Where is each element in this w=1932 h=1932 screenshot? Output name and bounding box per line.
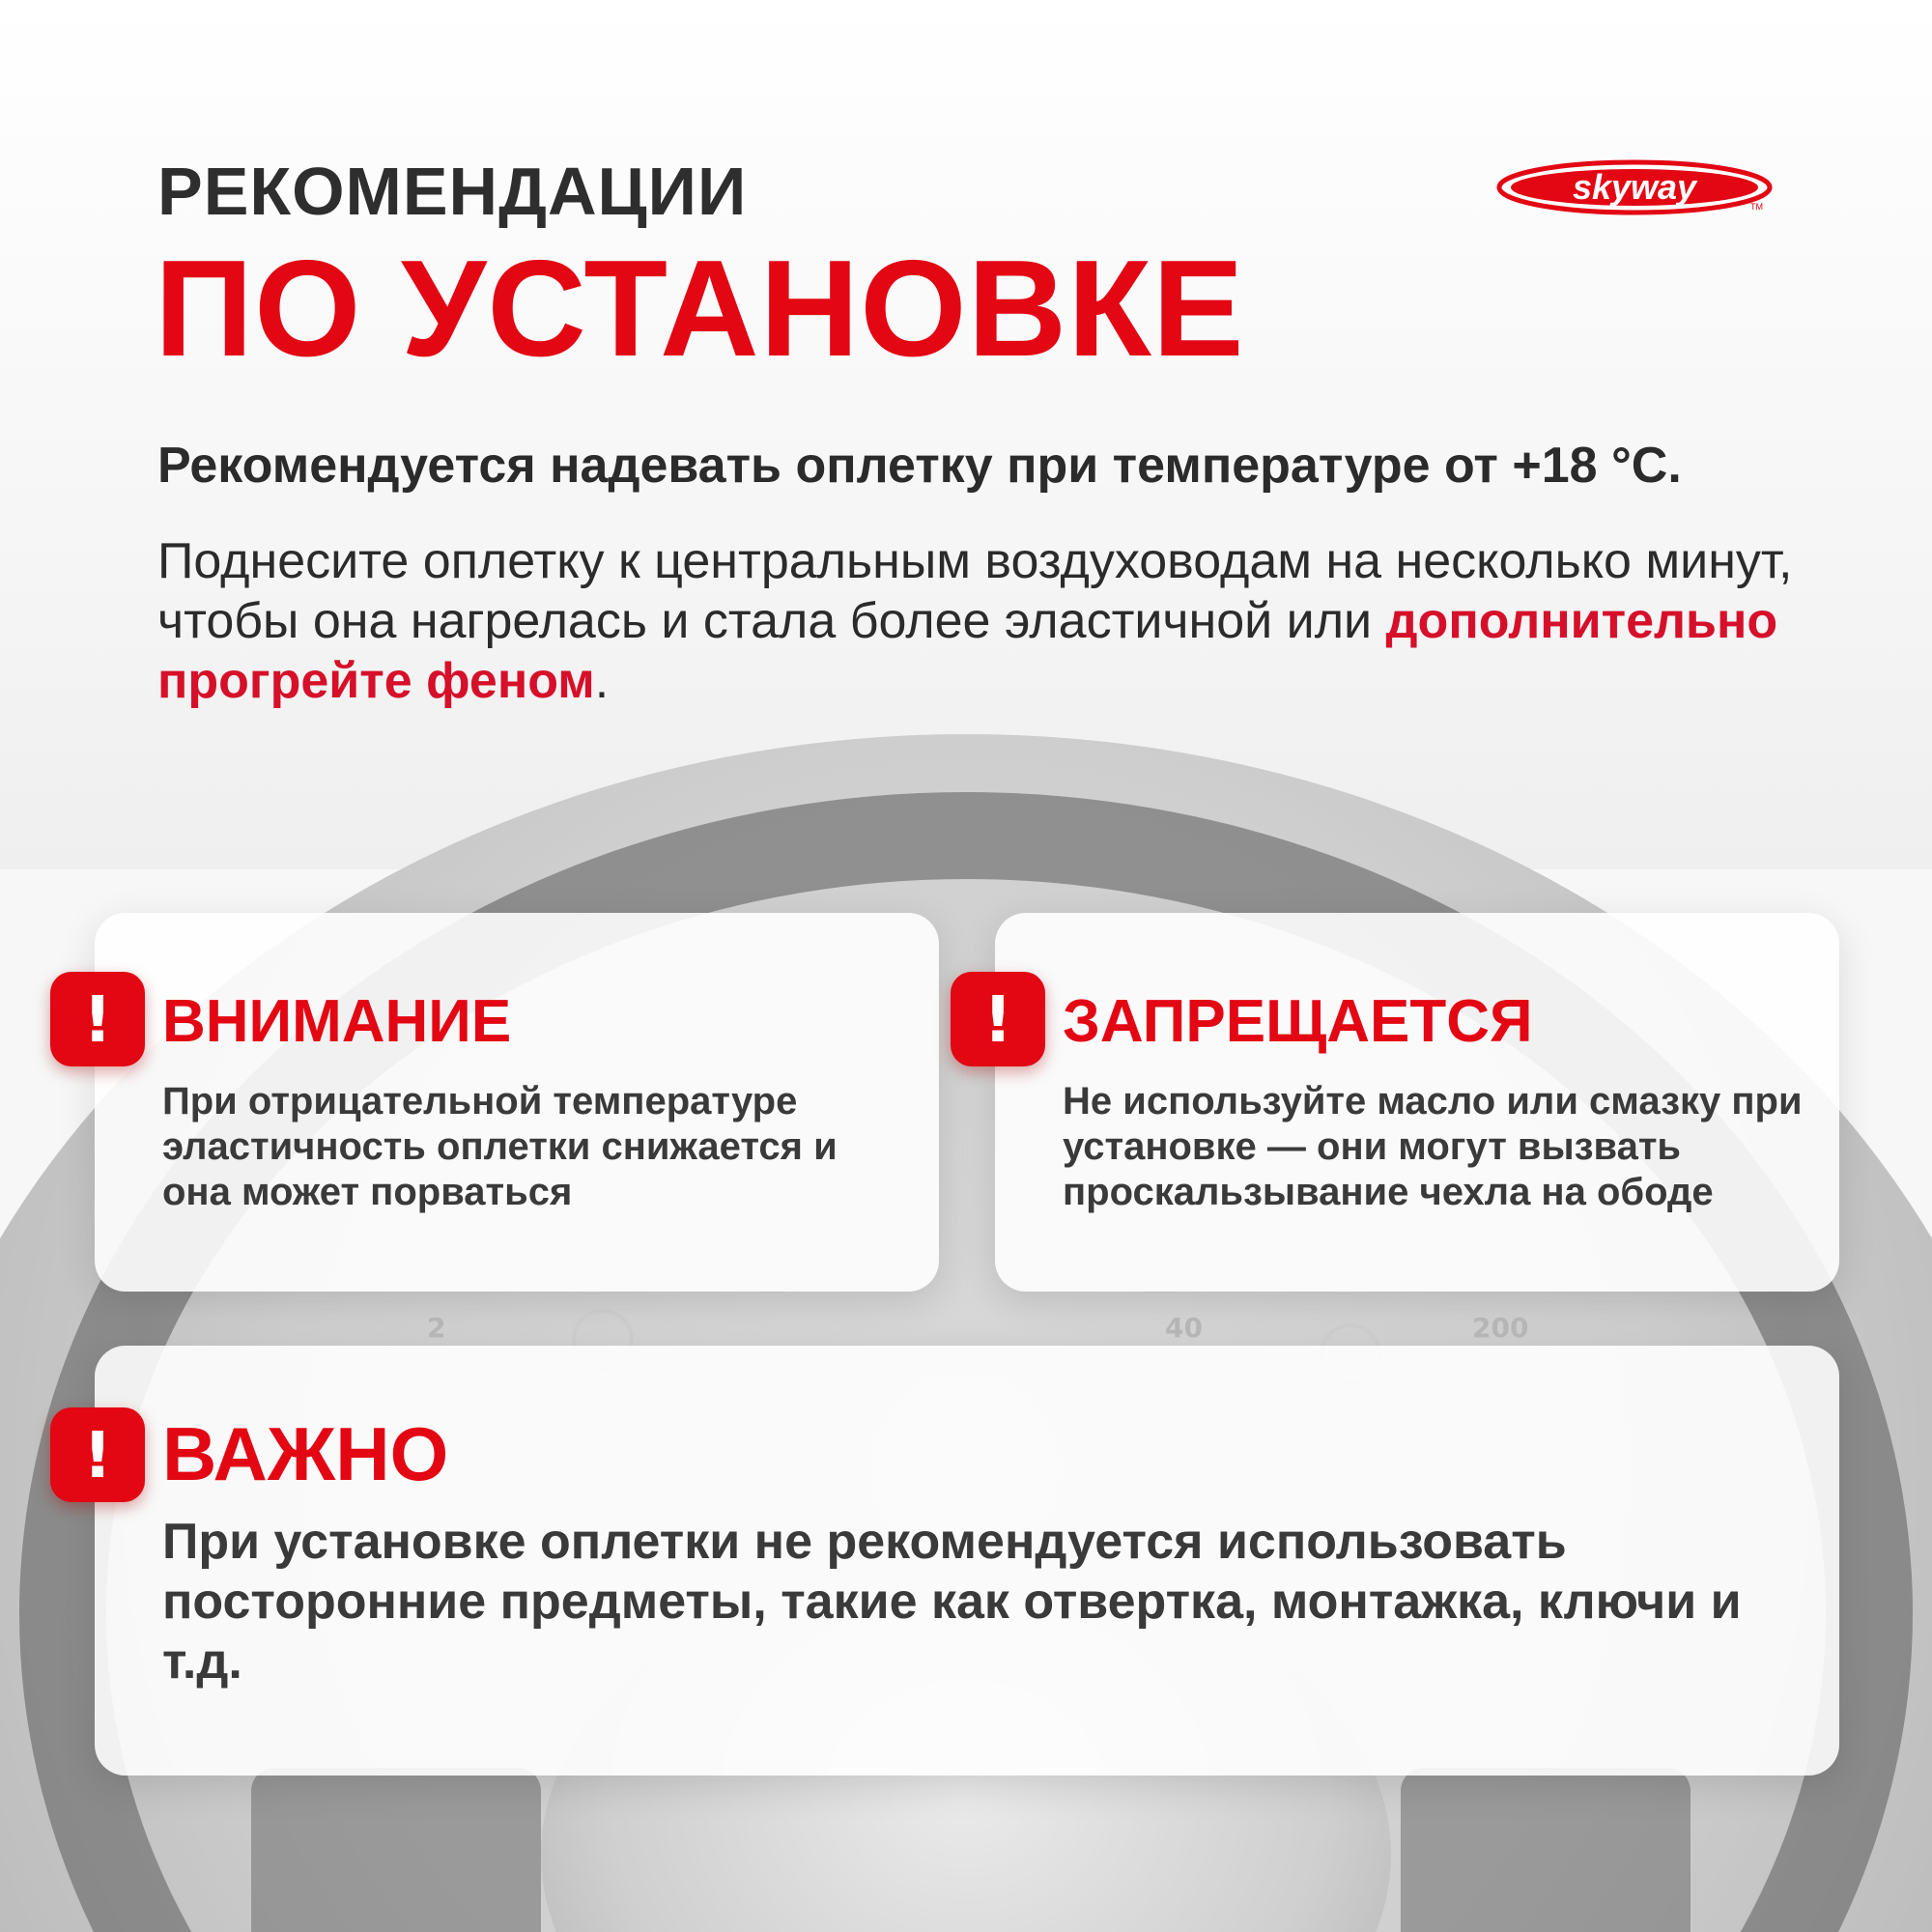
left-control-pad bbox=[251, 1768, 541, 1932]
intro-subtitle: Рекомендуется надевать оплетку при температуре от +18 °С. bbox=[157, 438, 1682, 494]
intro-paragraph-text: Поднесите оплетку к центральным воздуховодам на несколько минут, чтобы она нагрелась и стала более эластичной или bbox=[157, 533, 1793, 649]
right-control-pad bbox=[1401, 1768, 1690, 1932]
page-title-line1: РЕКОМЕНДАЦИИ bbox=[157, 154, 748, 229]
logo-trademark: TM bbox=[1750, 202, 1763, 212]
gauge-label-2: 2 bbox=[427, 1312, 446, 1344]
page-title-line2: ПО УСТАНОВКЕ bbox=[155, 232, 1245, 385]
exclamation-icon: ! bbox=[50, 972, 145, 1066]
gauge-label-200: 200 bbox=[1472, 1312, 1529, 1344]
logo-text: skyway bbox=[1572, 167, 1697, 207]
card-important-title: ВАЖНО bbox=[162, 1411, 449, 1496]
skyway-logo bbox=[1495, 159, 1774, 215]
exclamation-icon: ! bbox=[951, 972, 1045, 1066]
intro-paragraph-end: . bbox=[594, 653, 610, 709]
card-forbidden-text: Не используйте масло или смазку при установке — они могут вызвать проскальзывание чехла на ободе bbox=[1063, 1080, 1803, 1213]
gauge-label-40: 40 bbox=[1165, 1312, 1203, 1344]
exclamation-icon: ! bbox=[50, 1407, 145, 1502]
intro-paragraph bbox=[157, 531, 1800, 711]
intro-paragraph-accent: дополнительно прогрейте феном bbox=[157, 593, 1778, 709]
card-attention-title: ВНИМАНИЕ bbox=[162, 988, 512, 1055]
card-forbidden-title: ЗАПРЕЩАЕТСЯ bbox=[1063, 988, 1533, 1055]
card-attention-text: При отрицательной температуре эластичность оплетки снижается и она может порваться bbox=[162, 1080, 838, 1213]
card-important-text: При установке оплетки не рекомендуется использовать посторонние предметы, такие как отвертка, монтажка, ключи и т.д. bbox=[162, 1514, 1742, 1690]
